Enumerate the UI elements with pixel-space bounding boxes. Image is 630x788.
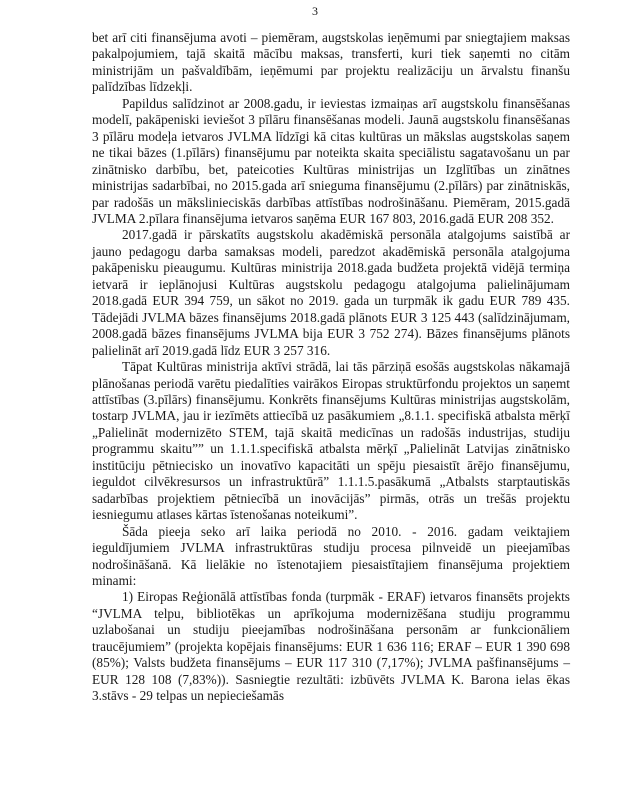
- paragraph-funding-model: Papildus salīdzinot ar 2008.gadu, ir ieviestas izmaiņas arī augstskolu finansēšanas modelī, pakāpeniski ieviešot 3 pīlāru finansēšanas modeli. Jaunā augstskolu finansēšanas 3 pīlāru modeļa ietvaros JVLMA līdzīgi kā citas kultūras un mākslas augstskolas saņem ne tikai bāzes (1.pīlārs) finansējumu par noteikta skaita speciālistu sagatavošanu un par zinātnisko darbību, bet, pateicoties Kultūras ministrijas un Izglītības un zinātnes ministrijas sadarbībai, no 2015.gada arī snieguma finansējumu (2.pīlārs) par zinātniskās, par radošās un mākslinieciskās darbības attīstības nodrošināšanu. Piemēram, 2015.gadā JVLMA 2.pīlara finansējuma ietvaros saņēma EUR 167 803, 2016.gadā EUR 208 352.: [92, 95, 570, 226]
- paragraph-continuation: bet arī citi finansējuma avoti – piemēram, augstskolas ieņēmumi par sniegtajiem maksas pakalpojumiem, tajā skaitā mācību maksas, transferti, kuri tiek saņemti no citām ministrijām un pašvaldībām, ieņēmumi par projektu realizāciju un ārvalstu finanšu palīdzības līdzekļi.: [92, 30, 570, 95]
- paragraph-salary-review: 2017.gadā ir pārskatīts augstskolu akadēmiskā personāla atalgojums saistībā ar jauno pedagogu darba samaksas modeli, paredzot akadēmiskā personāla atalgojuma pakāpenisku pieaugumu. Kultūras ministrija 2018.gada budžeta projektā vidējā termiņa ietvarā ir ieplānojusi Kultūras augstskolu pedagogu atalgojuma palielinājumam 2018.gadā EUR 394 759, un sākot no 2019. gada un turpmāk ik gadu EUR 789 435. Tādejādi JVLMA bāzes finansējums 2018.gadā plānots EUR 3 125 443 (salīdzinājumam, 2008.gadā bāzes finansējums JVLMA bija EUR 3 752 274). Bāzes finansējums plānots palielināt arī 2019.gadā līdz EUR 3 257 316.: [92, 227, 570, 358]
- page-number: 3: [312, 4, 318, 18]
- paragraph-erdf-project: 1) Eiropas Reģionālā attīstības fonda (turpmāk - ERAF) ietvaros finansēts projekts “JVLMA telpu, bibliotēkas un aprīkojuma modernizēšana studiju programmu uzlabošanai un studiju pieejamības nodrošināšana personām ar funkcionāliem traucējumiem” (projekta kopējais finansējums: EUR 1 636 116; ERAF – EUR 1 390 698 (85%); Valsts budžeta finansējums – EUR 117 310 (7,17%); JVLMA pašfinansējums – EUR 128 108 (7,83%)). Sasniegtie rezultāti: izbūvēts JVLMA K. Barona ielas ēkas 3.stāvs - 29 telpas un nepieciešamās: [92, 589, 570, 704]
- paragraph-infrastructure: Šāda pieeja seko arī laika periodā no 2010. - 2016. gadam veiktajiem ieguldījumiem JVLMA infrastruktūras studiju procesa pilnveidē un pieejamības nodrošināšanā. Kā lielākie no īstenotajiem piesaistītajiem finansējuma projektiem minami:: [92, 523, 570, 588]
- paragraph-eu-projects: Tāpat Kultūras ministrija aktīvi strādā, lai tās pārziņā esošās augstskolas nākamajā plānošanas periodā varētu piedalīties vairākos Eiropas struktūrfondu projektos un saņemt attīstības (3.pīlārs) finansējumu. Konkrēts finansējums Kultūras ministrijas augstskolām, tostarp JVLMA, jau ir iezīmēts attiecībā uz pasākumiem „8.1.1. specifiskā atbalsta mērķī „Palielināt modernizēto STEM, tajā skaitā medicīnas un radošās industrijas, studiju programmu skaitu”” un 1.1.1.specifiskā atbalsta mērķī „Palielināt Latvijas zinātnisko institūciju pētniecisko un inovatīvo kapacitāti un spēju piesaistīt ārējo finansējumu, ieguldot cilvēkresursos un infrastruktūrā” 1.1.1.5.pasākumā „Atbalsts starptautiskās sadarbības projektiem pētniecībā un inovācijās” pirmās, otrās un trešās projektu iesniegumu atlases kārtas īstenošanas noteikumi”.: [92, 359, 570, 523]
- body-text: [92, 30, 570, 705]
